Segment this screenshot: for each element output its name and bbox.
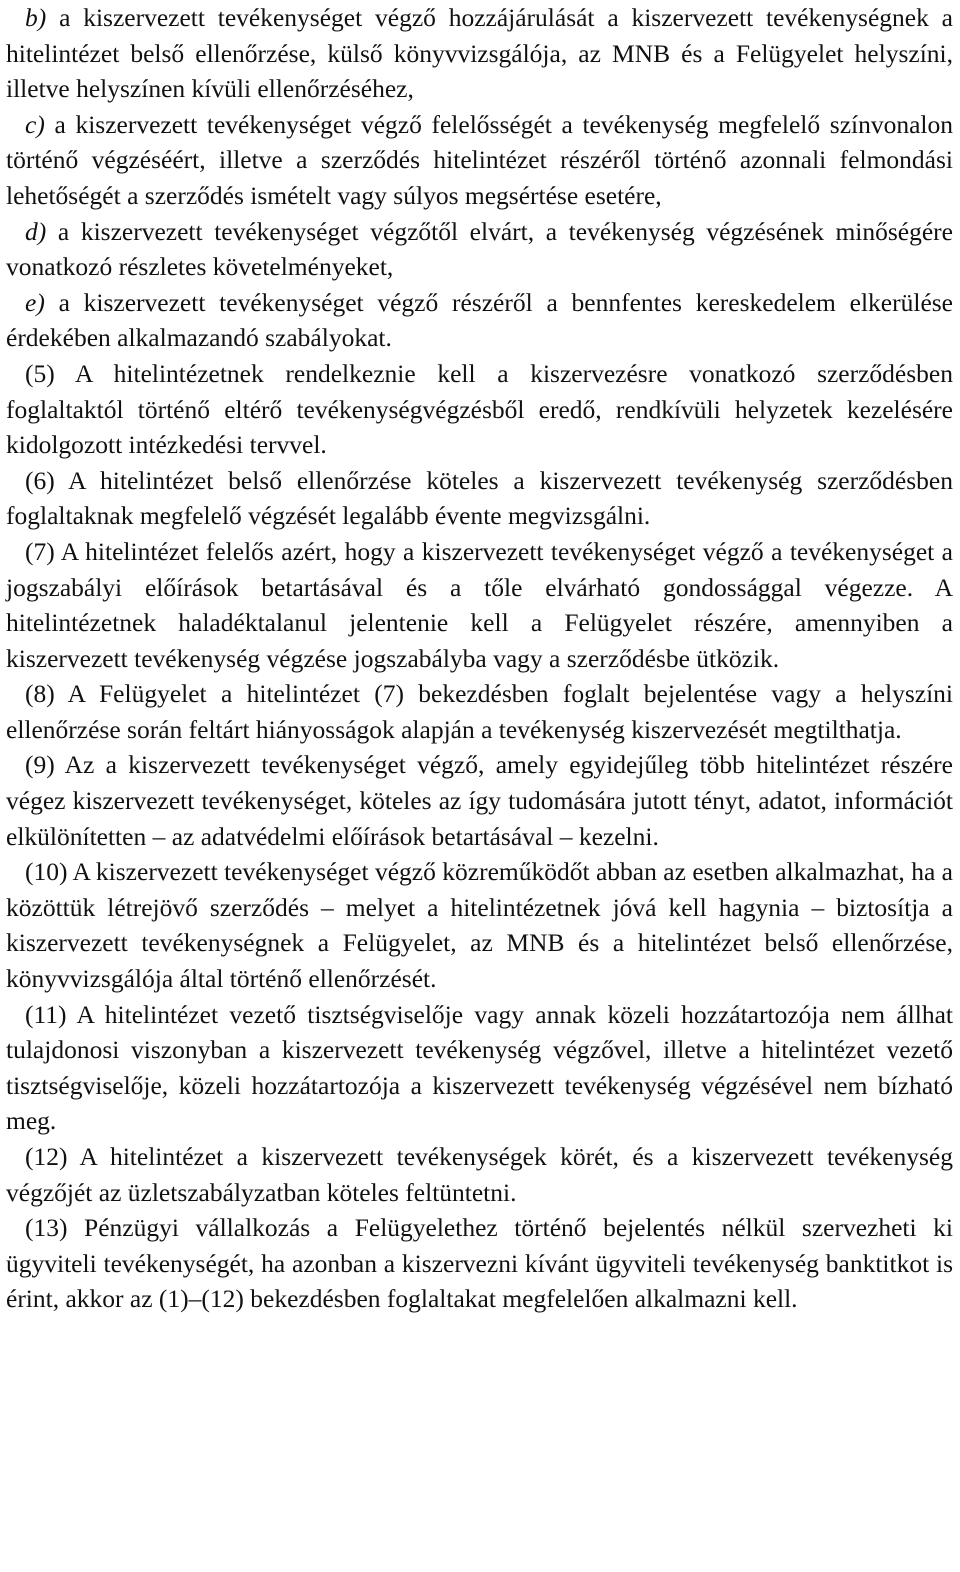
point-e [6,285,953,356]
section-5 [6,356,953,463]
section-12 [6,1139,953,1210]
paragraph-text: (6) A hitelintézet belső ellenőrzése köteles a kiszervezett tevékenység szerződésben foglaltaknak megfelelő végzését legalább évente megvizsgálni. [6,465,953,531]
paragraph-text: (10) A kiszervezett tevékenységet végző közreműködőt abban az esetben alkalmazhat, ha a közöttük létrejövő szerződés – melyet a hitelintézetnek jóvá kell hagynia – biztosítja a kiszervezett tevékenységnek a Felügyelet, az MNB és a hitelintézet belső ellenőrzése, könyvvizsgálója által történő ellenőrzését. [6,857,953,994]
paragraph-text: (7) A hitelintézet felelős azért, hogy a kiszervezett tevékenységet végző a tevékenységet a jogszabályi előírások betartásával és a tőle elvárható gondossággal végezze. A hitelintézetnek haladéktalanul jelentenie kell a Felügyelet részére, amennyiben a kiszervezett tevékenység végzése jogszabályba vagy a szerződésbe ütközik. [6,536,953,673]
paragraph-text: a kiszervezett tevékenységet végzőtől elvárt, a tevékenység végzésének minőségére vonatkozó részletes követelményeket, [6,216,953,282]
section-8 [6,676,953,747]
section-9 [6,747,953,854]
paragraph-text: a kiszervezett tevékenységet végző felelősségét a tevékenység megfelelő színvonalon történő végzéséért, illetve a szerződés hitelintézet részéről történő azonnali felmondási lehetőségét a szerződés ismételt vagy súlyos megsértése esetére, [6,109,953,210]
paragraph-text: (13) Pénzügyi vállalkozás a Felügyelethez történő bejelentés nélkül szervezheti ki ügyviteli tevékenységét, ha azonban a kiszervezni kívánt ügyviteli tevékenység banktitkot is érint, akkor az (1)–(12) bekezdésben foglaltakat megfelelően alkalmazni kell. [6,1213,953,1314]
paragraph-text: (12) A hitelintézet a kiszervezett tevékenységek körét, és a kiszervezett tevékenység végzőjét az üzletszabályzatban köteles feltüntetni. [6,1142,953,1207]
point-marker: b) [25,3,47,32]
section-7 [6,534,953,676]
section-10 [6,854,953,996]
section-6 [6,463,953,534]
paragraph-text: a kiszervezett tevékenységet végző hozzájárulását a kiszervezett tevékenységnek a hitelintézet belső ellenőrzése, külső könyvvizsgálója, az MNB és a Felügyelet helyszíni, illetve helyszínen kívüli ellenőrzéséhez, [6,3,953,104]
paragraph-text: (5) A hitelintézetnek rendelkeznie kell a kiszervezésre vonatkozó szerződésben foglaltaktól történő eltérő tevékenységvégzésből eredő, rendkívüli helyzetek kezelésére kidolgozott intézkedési tervvel. [6,358,953,460]
point-c [6,107,953,214]
paragraph-text: (9) Az a kiszervezett tevékenységet végző, amely egyidejűleg több hitelintézet részére végez kiszervezett tevékenységet, köteles az így tudomására jutott tényt, adatot, információt elkülönítetten – az adatvédelmi előírások betartásával – kezelni. [6,750,953,851]
point-marker: c) [25,109,45,139]
paragraph-text: a kiszervezett tevékenységet végző részéről a bennfentes kereskedelem elkerülése érdekében alkalmazandó szabályokat. [6,287,954,353]
paragraph-text: (11) A hitelintézet vezető tisztségviselője vagy annak közeli hozzátartozója nem állhat tulajdonosi viszonyban a kiszervezett tevékenység végzővel, illetve a hitelintézet vezető tisztségviselője, közeli hozzátartozója a kiszervezett tevékenység végzésével nem bízható meg. [6,999,953,1136]
point-marker: d) [25,216,47,246]
point-b [6,0,953,107]
point-marker: e) [25,287,45,317]
paragraph-text: (8) A Felügyelet a hitelintézet (7) bekezdésben foglalt bejelentése vagy a helyszíni ellenőrzése során feltárt hiányosságok alapján a tevékenység kiszervezését megtilthatja. [6,679,953,744]
point-d [6,214,953,285]
section-11 [6,997,953,1139]
section-13 [6,1210,953,1317]
